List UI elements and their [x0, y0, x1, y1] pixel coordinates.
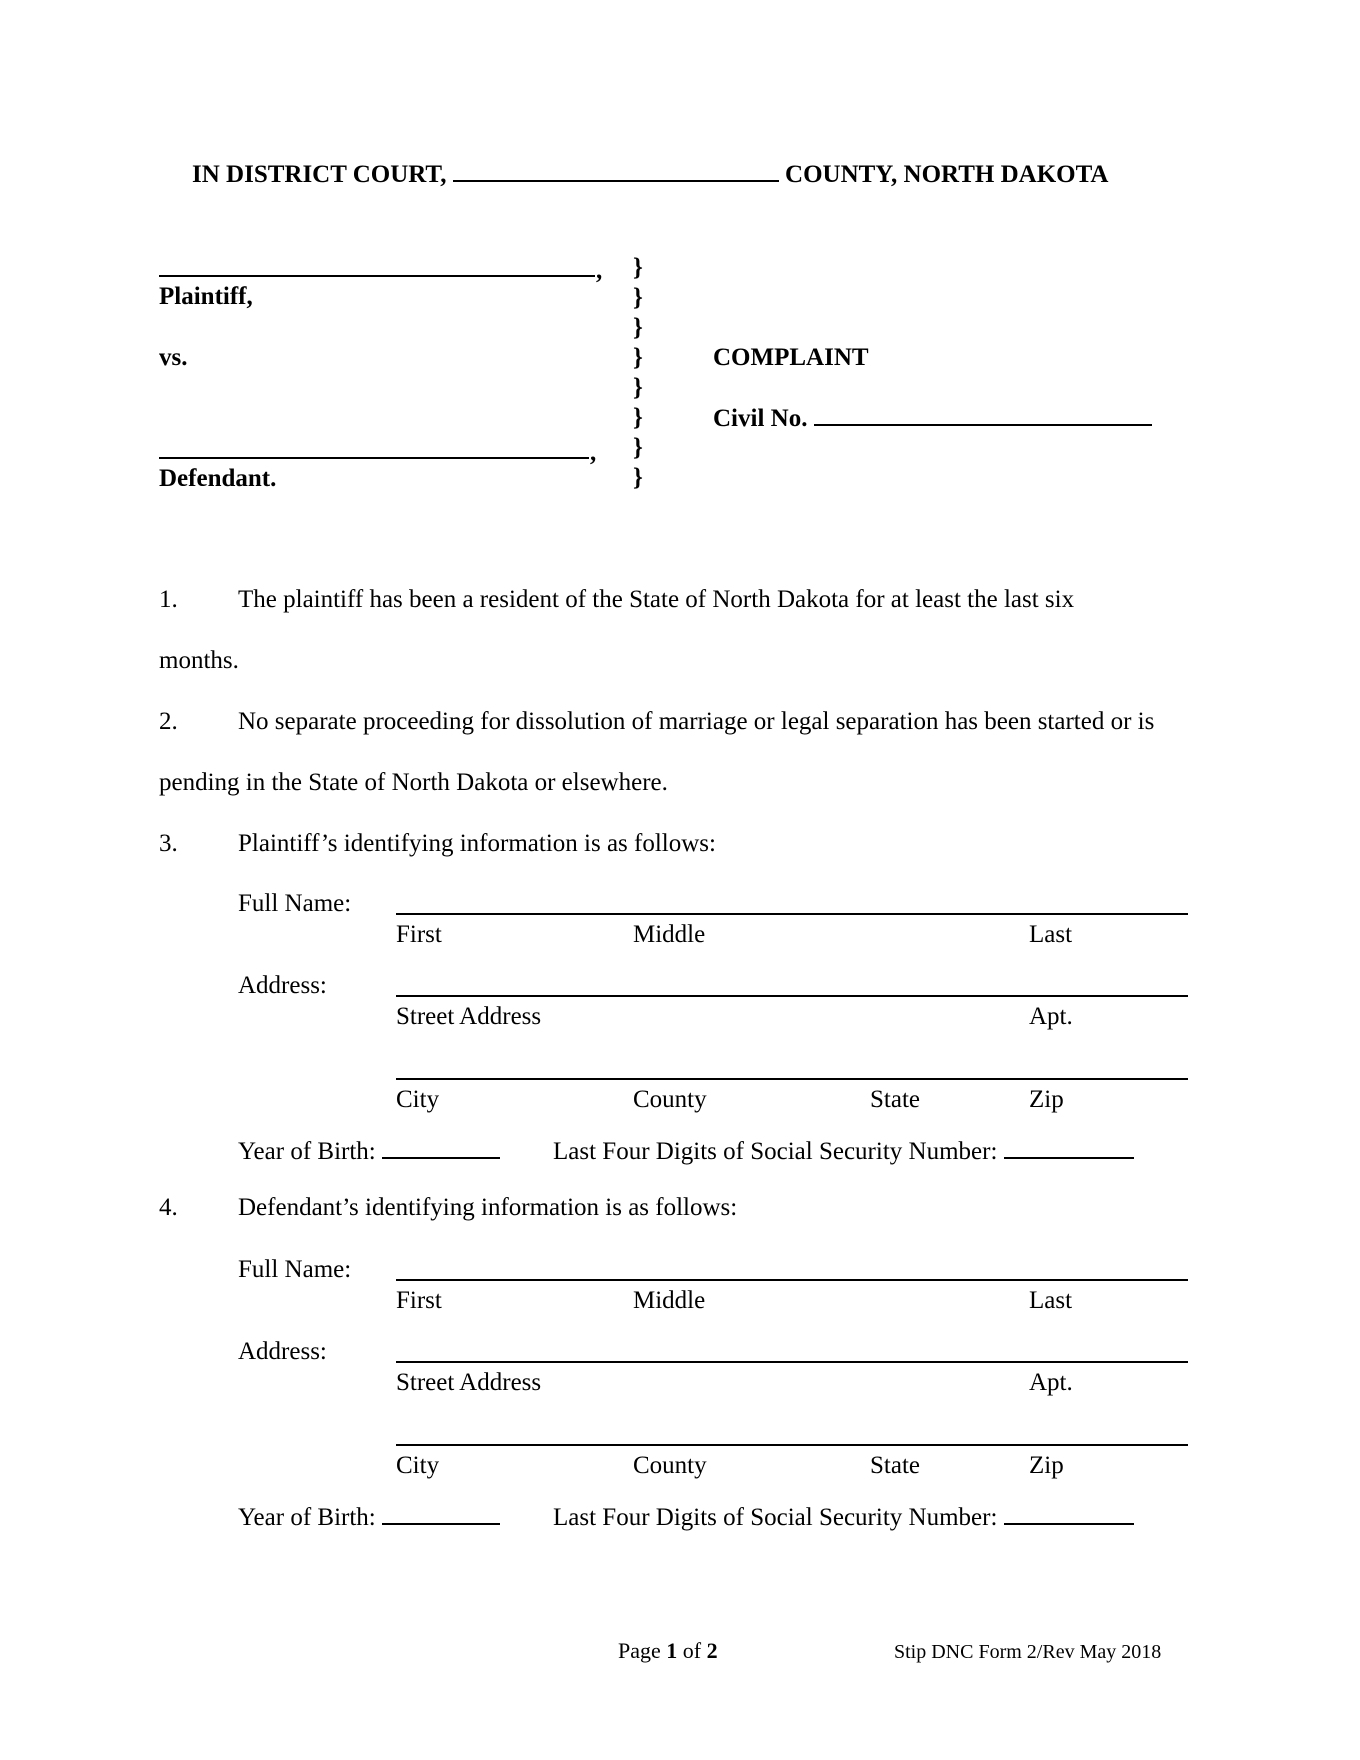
form-identifier: Stip DNC Form 2/Rev May 2018 [894, 1641, 1162, 1663]
court-heading [192, 162, 1108, 187]
plaintiff-street-address-blank[interactable] [396, 995, 1188, 997]
caption-brace: } [633, 284, 643, 311]
paragraph-text: Defendant’s identifying information is as follows: [238, 1194, 738, 1221]
zip-caption: Zip [1029, 1452, 1064, 1479]
defendant-city-line-blank[interactable] [396, 1444, 1188, 1446]
defendant-comma: , [590, 439, 597, 466]
zip-caption: Zip [1029, 1086, 1064, 1113]
caption-brace: } [633, 344, 643, 371]
paragraph-text: months. [159, 647, 239, 674]
page-current: 1 [666, 1638, 678, 1663]
apt-caption: Apt. [1029, 1369, 1073, 1396]
paragraph-text: Plaintiff’s identifying information is as follows: [238, 830, 716, 857]
first-name-caption: First [396, 921, 442, 948]
caption-brace: } [633, 434, 643, 461]
full-name-label: Full Name: [238, 890, 352, 917]
plaintiff-name-blank[interactable] [159, 275, 595, 277]
year-of-birth-label: Year of Birth: [238, 1504, 376, 1531]
court-heading-suffix: COUNTY, NORTH DAKOTA [785, 161, 1109, 188]
page-word: Page [618, 1638, 661, 1663]
first-name-caption: First [396, 1287, 442, 1314]
defendant-street-address-blank[interactable] [396, 1361, 1188, 1363]
street-address-caption: Street Address [396, 1369, 542, 1396]
defendant-year-of-birth-blank[interactable] [382, 1505, 500, 1525]
ssn-line [553, 1505, 1134, 1530]
ssn-label: Last Four Digits of Social Security Number: [553, 1138, 998, 1165]
state-caption: State [870, 1452, 920, 1479]
address-label: Address: [238, 972, 327, 999]
caption-brace: } [633, 404, 643, 431]
county-caption: County [633, 1086, 707, 1113]
caption-brace: } [633, 464, 643, 491]
street-address-caption: Street Address [396, 1003, 542, 1030]
last-name-caption: Last [1029, 1287, 1073, 1314]
page-total: 2 [706, 1638, 718, 1663]
plaintiff-year-of-birth-blank[interactable] [382, 1139, 500, 1159]
caption-brace: } [633, 314, 643, 341]
plaintiff-full-name-blank[interactable] [396, 913, 1188, 915]
paragraph-number: 3. [159, 830, 178, 857]
county-blank[interactable] [453, 162, 779, 182]
paragraph-text: pending in the State of North Dakota or elsewhere. [159, 769, 668, 796]
apt-caption: Apt. [1029, 1003, 1073, 1030]
page-number [618, 1640, 718, 1662]
defendant-name-blank[interactable] [159, 457, 589, 459]
ssn-line [553, 1139, 1134, 1164]
address-label: Address: [238, 1338, 327, 1365]
civil-number-line [713, 406, 1152, 431]
caption-brace: } [633, 374, 643, 401]
of-word: of [682, 1638, 702, 1663]
plaintiff-comma: , [596, 257, 603, 284]
last-name-caption: Last [1029, 921, 1073, 948]
plaintiff-city-line-blank[interactable] [396, 1078, 1188, 1080]
court-heading-prefix: IN DISTRICT COURT, [192, 161, 447, 188]
document-title: COMPLAINT [713, 344, 869, 371]
full-name-label: Full Name: [238, 1256, 352, 1283]
paragraph-text: The plaintiff has been a resident of the State of North Dakota for at least the last six [238, 586, 1075, 613]
county-caption: County [633, 1452, 707, 1479]
city-caption: City [396, 1086, 440, 1113]
caption-brace: } [633, 254, 643, 281]
year-of-birth-line [238, 1505, 500, 1530]
middle-name-caption: Middle [633, 1287, 706, 1314]
paragraph-number: 1. [159, 586, 178, 613]
plaintiff-ssn-blank[interactable] [1004, 1139, 1134, 1159]
plaintiff-label: Plaintiff, [159, 283, 253, 310]
ssn-label: Last Four Digits of Social Security Number: [553, 1504, 998, 1531]
paragraph-text: No separate proceeding for dissolution of marriage or legal separation has been started or is [238, 708, 1155, 735]
civil-number-label: Civil No. [713, 405, 808, 432]
vs-label: vs. [159, 344, 188, 371]
civil-number-blank[interactable] [814, 406, 1152, 426]
paragraph-number: 4. [159, 1194, 178, 1221]
year-of-birth-line [238, 1139, 500, 1164]
state-caption: State [870, 1086, 920, 1113]
middle-name-caption: Middle [633, 921, 706, 948]
paragraph-number: 2. [159, 708, 178, 735]
defendant-ssn-blank[interactable] [1004, 1505, 1134, 1525]
defendant-label: Defendant. [159, 465, 277, 492]
year-of-birth-label: Year of Birth: [238, 1138, 376, 1165]
city-caption: City [396, 1452, 440, 1479]
defendant-full-name-blank[interactable] [396, 1279, 1188, 1281]
